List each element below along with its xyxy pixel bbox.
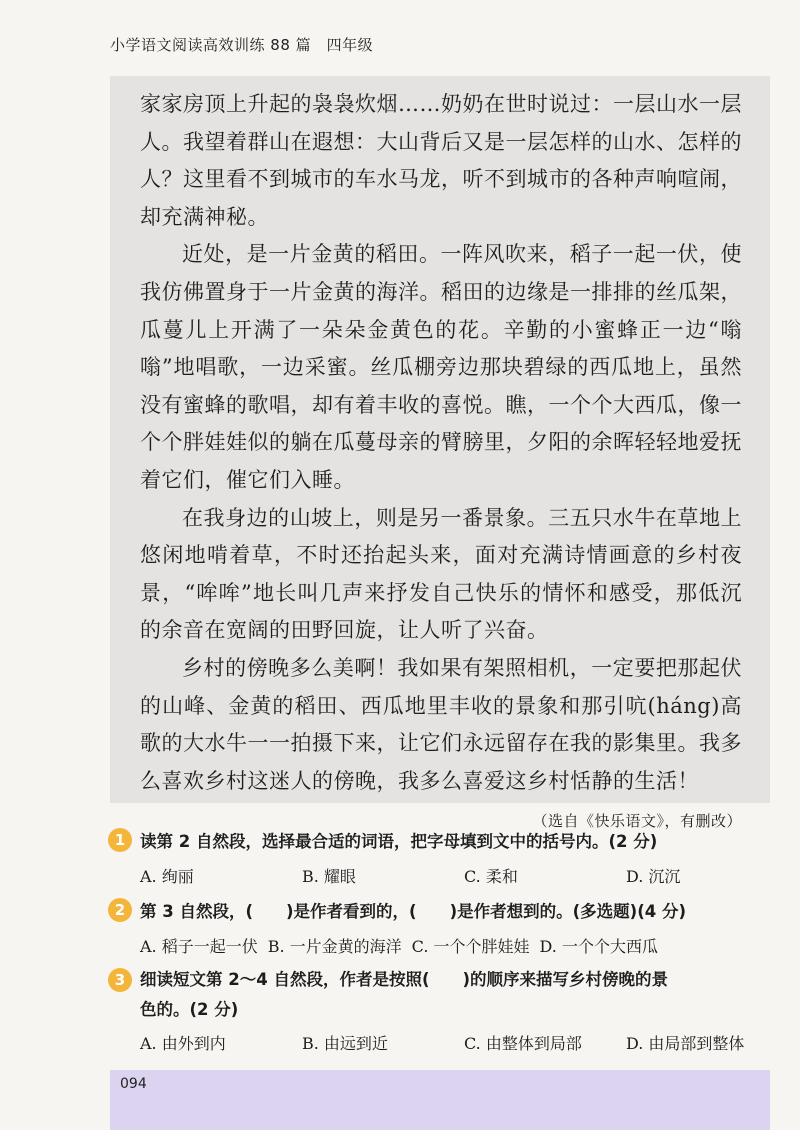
question-section (108, 822, 768, 1059)
book-header-title: 小学语文阅读高效训练 88 篇 四年级 (110, 36, 374, 54)
question-2 (108, 892, 768, 928)
option-b[interactable]: B. 一片金黄的海洋 (267, 936, 402, 956)
option-a[interactable]: A. 绚丽 (140, 866, 194, 886)
question-3 (108, 962, 768, 995)
passage-paragraph-1: 家家房顶上升起的袅袅炊烟……奶奶在世时说过：一层山水一层人。我望着群山在遐想：大山背后又是一层怎样的山水、怎样的人？这里看不到城市的车水马龙，听不到城市的各种声响喧闹，却充满神秘。 (140, 92, 742, 229)
passage-paragraph-3: 在我身边的山坡上，则是另一番景象。三五只水牛在草地上悠闲地啃着草，不时还抬起头来，面对充满诗情画意的乡村夜景，“哞哞”地长叫几声来抒发自己快乐的情怀和感受，那低沉的余音在宽阔的田野回旋，让人听了兴奋。 (140, 505, 742, 643)
option-b[interactable]: B. 由远到近 (302, 1033, 388, 1053)
passage-source-note: （选自《快乐语文》，有删改） (532, 812, 742, 831)
passage-paragraph-4: 乡村的傍晚多么美啊！我如果有架照相机，一定要把那起伏的山峰、金黄的稻田、西瓜地里丰收的景象和那引吭(háng)高歌的大水牛一一拍摄下来，让它们永远留存在我的影集里。我多么喜欢乡村这迷人的傍晚，我多么喜爱这乡村恬静的生活！ (140, 655, 742, 793)
option-c[interactable]: C. 一个个胖娃娃 (411, 936, 530, 956)
question-number-badge: 3 (108, 968, 132, 992)
question-3-text-continued: 色的。(2 分) (140, 1000, 239, 1019)
reading-passage (110, 76, 770, 831)
question-number-badge: 1 (108, 828, 132, 852)
option-c[interactable]: C. 柔和 (464, 866, 518, 886)
page-number: 094 (120, 1076, 147, 1092)
question-3-options (108, 1025, 768, 1059)
page-footer-band (110, 1070, 770, 1130)
question-3-text: 细读短文第 2～4 自然段，作者是按照( )的顺序来描写乡村傍晚的景 (140, 970, 669, 989)
question-2-text: 第 3 自然段，( )是作者看到的，( )是作者想到的。(多选题)(4 分) (140, 902, 687, 921)
question-1-text: 读第 2 自然段，选择最合适的词语，把字母填到文中的括号内。(2 分) (140, 832, 658, 851)
option-a[interactable]: A. 稻子一起一伏 (140, 936, 258, 956)
question-1-options (108, 858, 768, 892)
question-2-options (108, 928, 768, 962)
option-c[interactable]: C. 由整体到局部 (464, 1033, 582, 1053)
option-d[interactable]: D. 沉沉 (626, 866, 681, 886)
question-number-badge: 2 (108, 898, 132, 922)
question-1 (108, 822, 768, 858)
passage-paragraph-2: 近处，是一片金黄的稻田。一阵风吹来，稻子一起一伏，使我仿佛置身于一片金黄的海洋。稻田的边缘是一排排的丝瓜架，瓜蔓儿上开满了一朵朵金黄色的花。辛勤的小蜜蜂正一边“嗡嗡”地唱歌，一边采蜜。丝瓜棚旁边那块碧绿的西瓜地上，虽然没有蜜蜂的歌唱，却有着丰收的喜悦。瞧，一个个大西瓜，像一个个胖娃娃似的躺在瓜蔓母亲的臂膀里，夕阳的余晖轻轻地爱抚着它们，催它们入睡。 (140, 242, 742, 492)
option-d[interactable]: D. 由局部到整体 (626, 1033, 745, 1053)
option-a[interactable]: A. 由外到内 (140, 1033, 226, 1053)
option-b[interactable]: B. 耀眼 (302, 866, 356, 886)
option-d[interactable]: D. 一个个大西瓜 (539, 936, 658, 956)
